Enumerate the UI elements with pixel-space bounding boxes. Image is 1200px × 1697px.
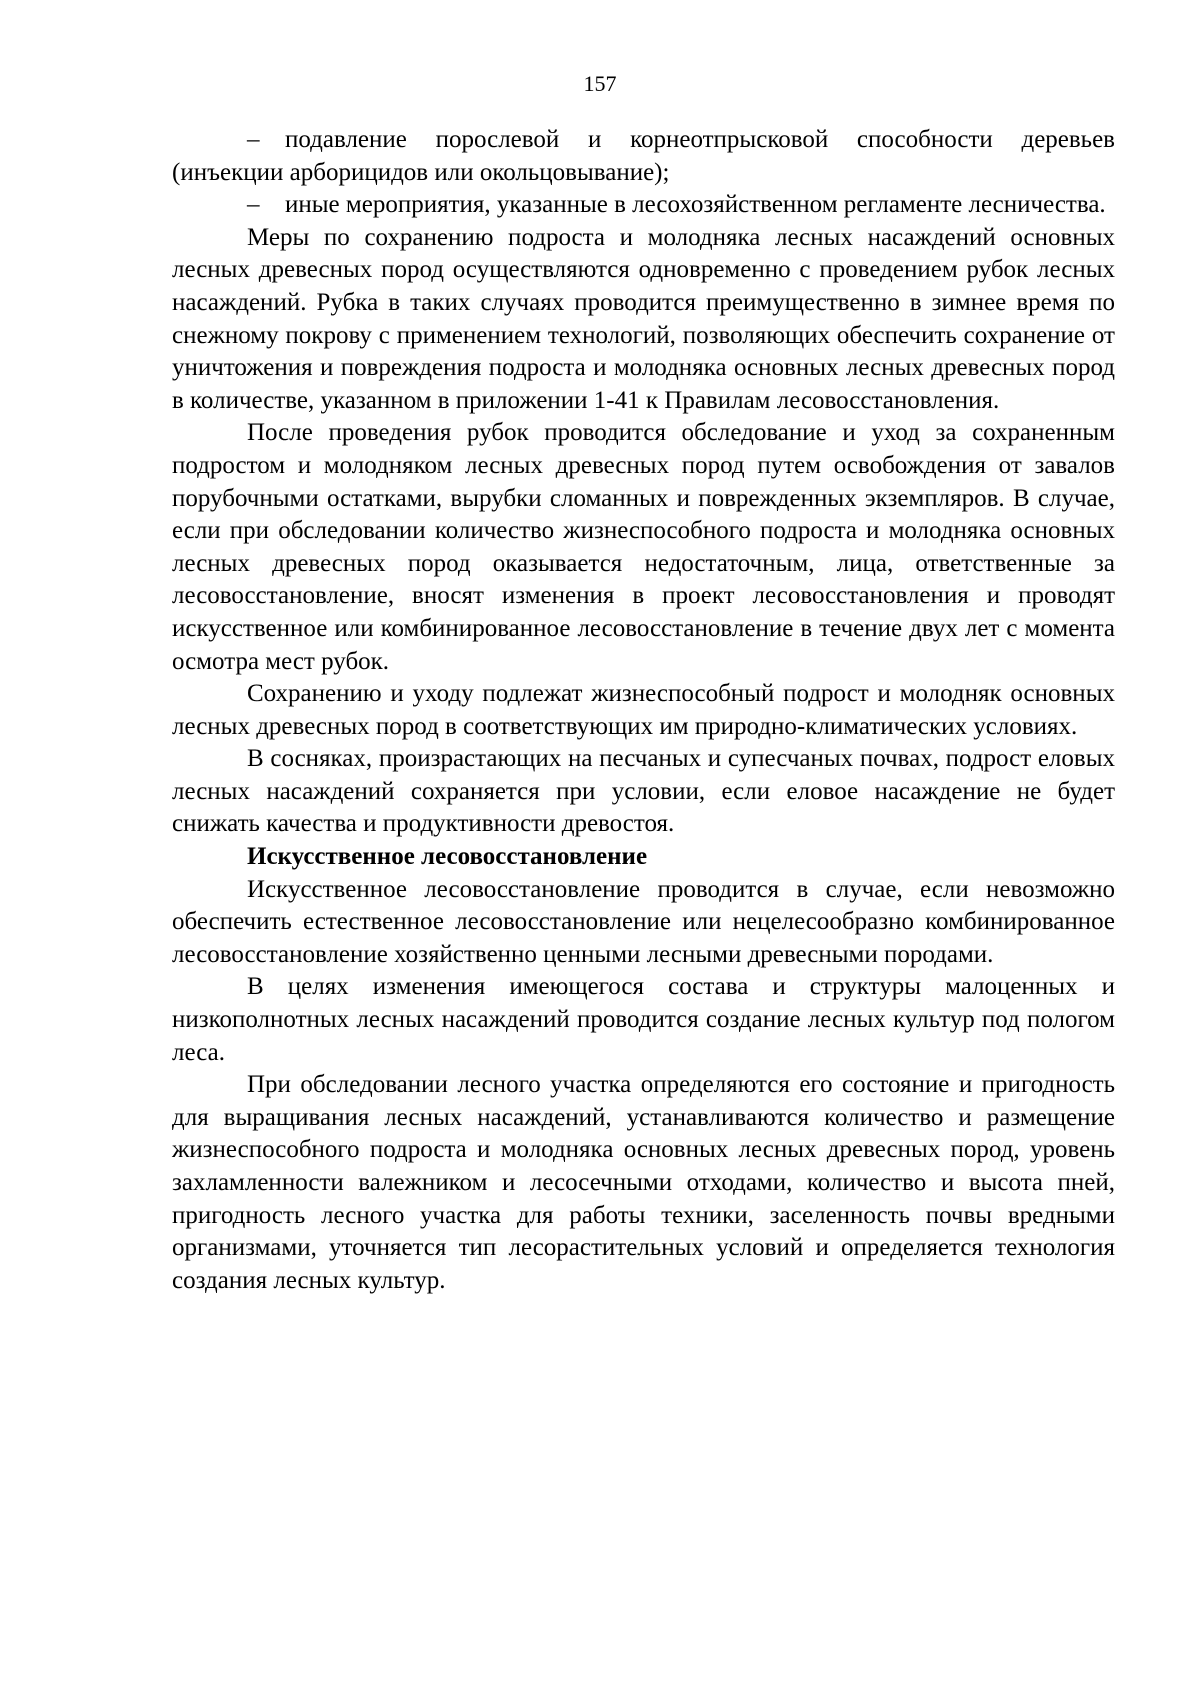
bullet-text: подавление порослевой и корнеотпрысковой способности деревьев (инъекции арборицидов или окольцовывание); [172,126,1115,186]
page-body [172,124,1115,1297]
page-number: 157 [583,71,617,96]
paragraph: В целях изменения имеющегося состава и структуры малоценных и низкополнотных лесных насаждений проводится создание лесных культур под пологом леса. [172,973,1115,1066]
bullet-item [172,124,1115,189]
dash-marker: – [247,191,260,219]
paragraph: При обследовании лесного участка определяются его состояние и пригодность для выращивания лесных насаждений, устанавливаются количество и размещение жизнеспособного подроста и молодняка основных лесных древесных пород, уровень захламленности валежником и лесосечными отходами, количество и высота пней, пригодность лесного участка для работы техники, заселенность почвы вредными организмами, уточняется тип лесорастительных условий и определяется технология создания лесных культур. [172,1071,1115,1294]
bullet-text: иные мероприятия, указанные в лесохозяйственном регламенте лесничества. [285,191,1106,219]
paragraph: После проведения рубок проводится обследование и уход за сохраненным подростом и молодняком лесных древесных пород путем освобождения от завалов порубочными остатками, вырубки сломанных и поврежденных экземпляров. В случае, если при обследовании количество жизнеспособного подроста и молодняка основных лесных древесных пород оказывается недостаточным, лица, ответственные за лесовосстановление, вносят изменения в проект лесовосстановления и проводят искусственное или комбинированное лесовосстановление в течение двух лет с момента осмотра мест рубок. [172,419,1115,675]
bullet-item [172,189,1115,222]
dash-marker: – [247,126,260,153]
section-heading: Искусственное лесовосстановление [247,843,648,871]
paragraph: Искусственное лесовосстановление проводится в случае, если невозможно обеспечить естественное лесовосстановление или нецелесообразно комбинированное лесовосстановление хозяйственно ценными лесными древесными породами. [172,875,1115,968]
paragraph: В сосняках, произрастающих на песчаных и супесчаных почвах, подрост еловых лесных насаждений сохраняется при условии, если еловое насаждение не будет снижать качества и продуктивности древостоя. [172,745,1115,838]
paragraph: Меры по сохранению подроста и молодняка лесных насаждений основных лесных древесных пород осуществляются одновременно с проведением рубок лесных насаждений. Рубка в таких случаях проводится преимущественно в зимнее время по снежному покрову с применением технологий, позволяющих обеспечить сохранение от уничтожения и повреждения подроста и молодняка основных лесных древесных пород в количестве, указанном в приложении 1-41 к Правилам лесовосстановления. [172,223,1115,414]
paragraph: Сохранению и уходу подлежат жизнеспособный подрост и молодняк основных лесных древесных пород в соответствующих им природно-климатических условиях. [172,680,1115,740]
